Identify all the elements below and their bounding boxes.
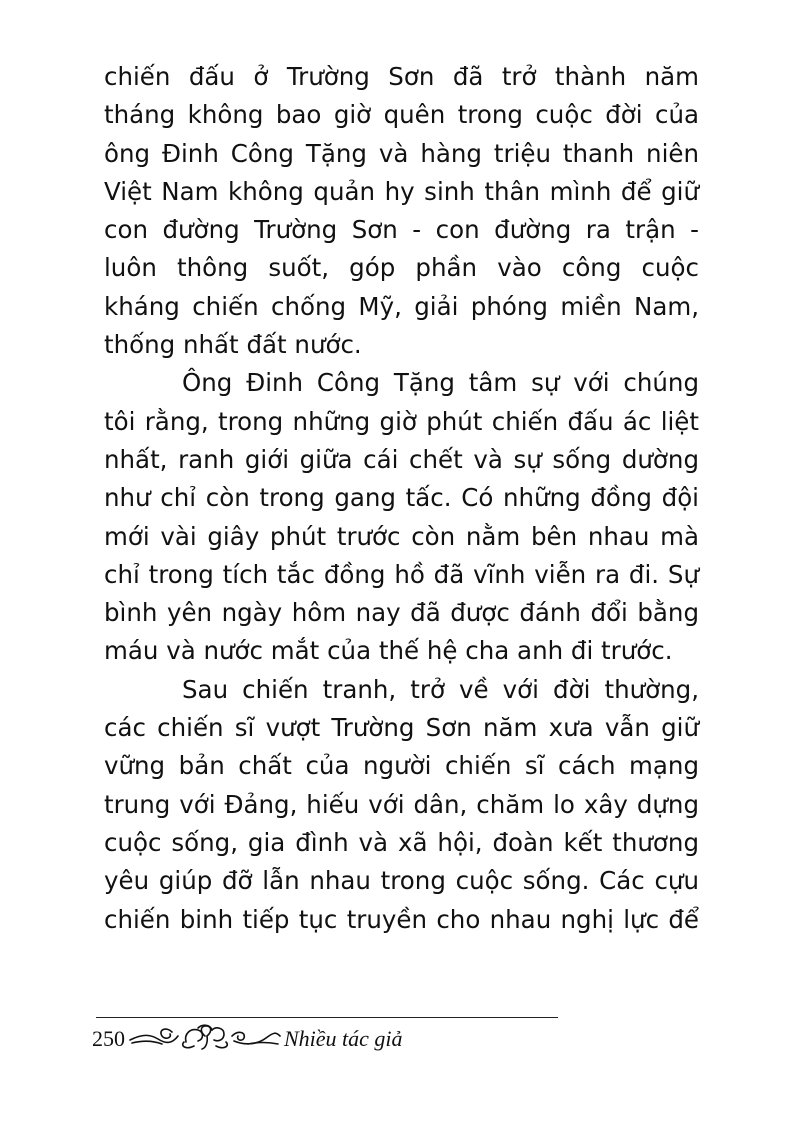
text-line: ông Đinh Công Tặng và hàng triệu thanh niên <box>104 138 699 168</box>
text-line: chiến binh tiếp tục truyền cho nhau nghị lực để <box>104 904 699 934</box>
text-line: bình yên ngày hôm nay đã được đánh đổi bằng <box>104 598 699 628</box>
text-line: con đường Trường Sơn - con đường ra trận - <box>104 215 699 245</box>
text-line: mới vài giây phút trước còn nằm bên nhau mà <box>104 521 699 551</box>
body-text <box>104 58 699 939</box>
book-author: Nhiều tác giả <box>284 1026 403 1051</box>
text-line: trung với Đảng, hiếu với dân, chăm lo xây dựng <box>104 789 699 819</box>
text-line: cuộc sống, gia đình và xã hội, đoàn kết thương <box>104 827 699 857</box>
paragraph-start-line: Sau chiến tranh, trở về với đời thường, <box>182 674 699 704</box>
text-line: máu và nước mắt của thế hệ cha anh đi trước. <box>104 636 673 666</box>
text-line: tôi rằng, trong những giờ phút chiến đấu ác liệt <box>104 406 699 436</box>
paragraph-start-line: Ông Đinh Công Tặng tâm sự với chúng <box>182 368 699 398</box>
text-line: luôn thông suốt, góp phần vào công cuộc <box>104 253 699 283</box>
page-footer <box>92 988 572 1068</box>
text-line: chiến đấu ở Trường Sơn đã trở thành năm <box>104 62 699 91</box>
text-line: chỉ trong tích tắc đồng hồ đã vĩnh viễn ra đi. Sự <box>104 559 699 589</box>
text-line: như chỉ còn trong gang tấc. Có những đồng đội <box>104 483 699 513</box>
footer-divider <box>96 1017 558 1018</box>
text-line: tháng không bao giờ quên trong cuộc đời của <box>104 100 699 130</box>
text-line: Việt Nam không quản hy sinh thân mình để giữ <box>104 176 699 206</box>
text-line: vững bản chất của người chiến sĩ cách mạng <box>104 751 699 781</box>
text-line: các chiến sĩ vượt Trường Sơn năm xưa vẫn giữ <box>104 713 699 743</box>
scroll-flourish-icon <box>128 1022 282 1054</box>
text-line: nhất, ranh giới giữa cái chết và sự sống dường <box>104 444 699 474</box>
text-line: thống nhất đất nước. <box>104 330 362 360</box>
text-line: yêu giúp đỡ lẫn nhau trong cuộc sống. Các cựu <box>104 866 699 896</box>
text-line: kháng chiến chống Mỹ, giải phóng miền Nam, <box>104 291 699 321</box>
page-number: 250 <box>92 1026 125 1051</box>
